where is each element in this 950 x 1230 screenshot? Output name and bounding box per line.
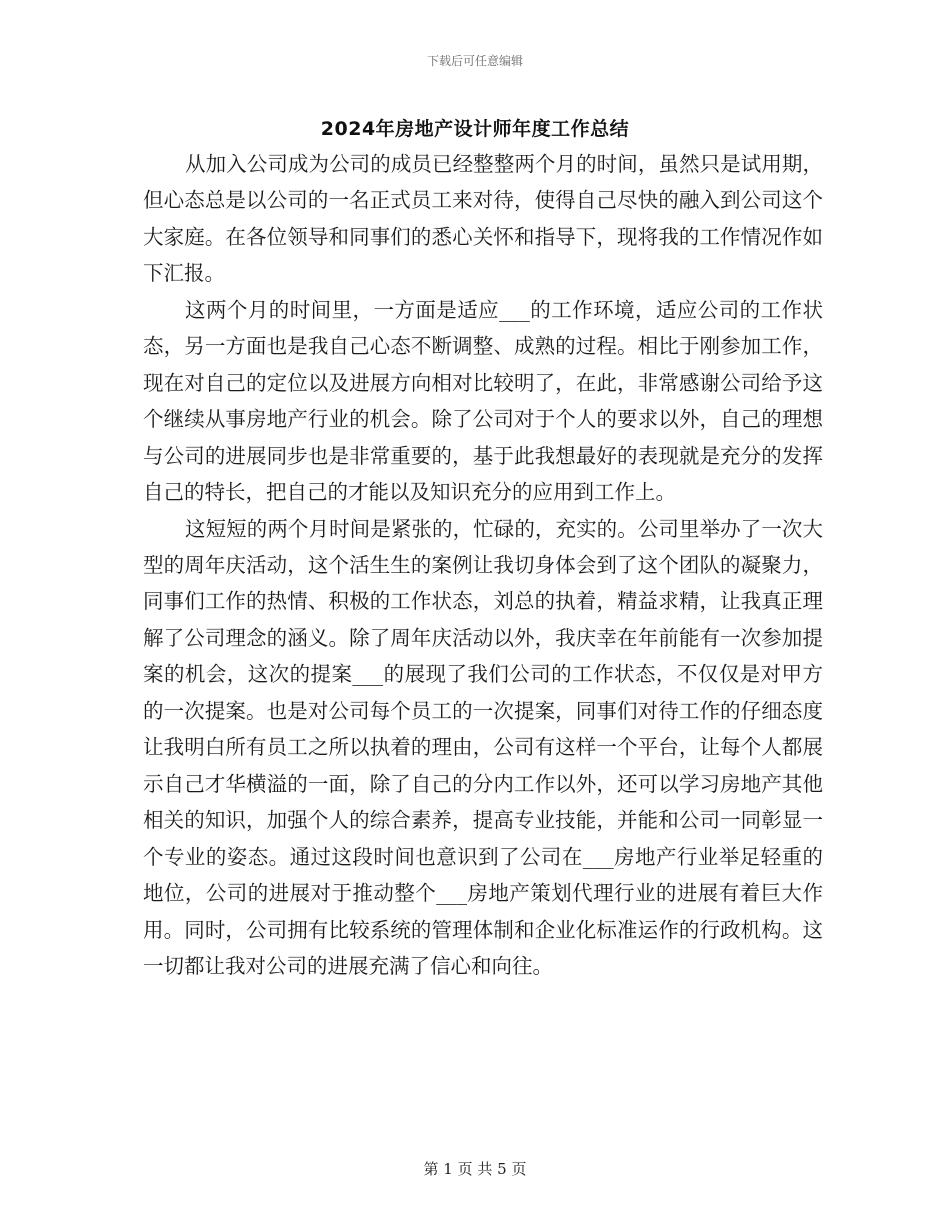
page-footer: 第 1 页 共 5 页 [423, 1160, 527, 1178]
header-note: 下载后可任意编辑 [426, 54, 523, 68]
document-body [143, 146, 823, 984]
paragraph-3: 这短短的两个月时间是紧张的，忙碌的，充实的。公司里举办了一次大型的周年庆活动，这个活生生的案例让我切身体会到了这个团队的凝聚力，同事们工作的热情、积极的工作状态，刘总的执着，精益求精，让我真正理解了公司理念的涵义。除了周年庆活动以外，我庆幸在年前能有一次参加提案的机会，这次的提案___的展现了我们公司的工作状态，不仅仅是对甲方的一次提案。也是对公司每个员工的一次提案，同事们对待工作的仔细态度让我明白所有员工之所以执着的理由，公司有这样一个平台，让每个人都展示自己才华横溢的一面，除了自己的分内工作以外，还可以学习房地产其他相关的知识，加强个人的综合素养，提高专业技能，并能和公司一同彰显一个专业的姿态。通过这段时间也意识到了公司在___房地产行业举足轻重的地位，公司的进展对于推动整个___房地产策划代理行业的进展有着巨大作用。同时，公司拥有比较系统的管理体制和企业化标准运作的行政机构。这一切都让我对公司的进展充满了信心和向往。 [143, 516, 823, 978]
paragraph-1: 从加入公司成为公司的成员已经整整两个月的时间，虽然只是试用期，但心态总是以公司的一名正式员工来对待，使得自己尽快的融入到公司这个大家庭。在各位领导和同事们的悉心关怀和指导下，现将我的工作情况作如下汇报。 [143, 152, 823, 286]
document-title: 2024年房地产设计师年度工作总结 [320, 118, 630, 140]
paragraph-2: 这两个月的时间里，一方面是适应___的工作环境，适应公司的工作状态，另一方面也是我自己心态不断调整、成熟的过程。相比于刚参加工作，现在对自己的定位以及进展方向相对比较明了，在此，非常感谢公司给予这个继续从事房地产行业的机会。除了公司对于个人的要求以外，自己的理想与公司的进展同步也是非常重要的，基于此我想最好的表现就是充分的发挥自己的特长，把自己的才能以及知识充分的应用到工作上。 [143, 297, 823, 505]
